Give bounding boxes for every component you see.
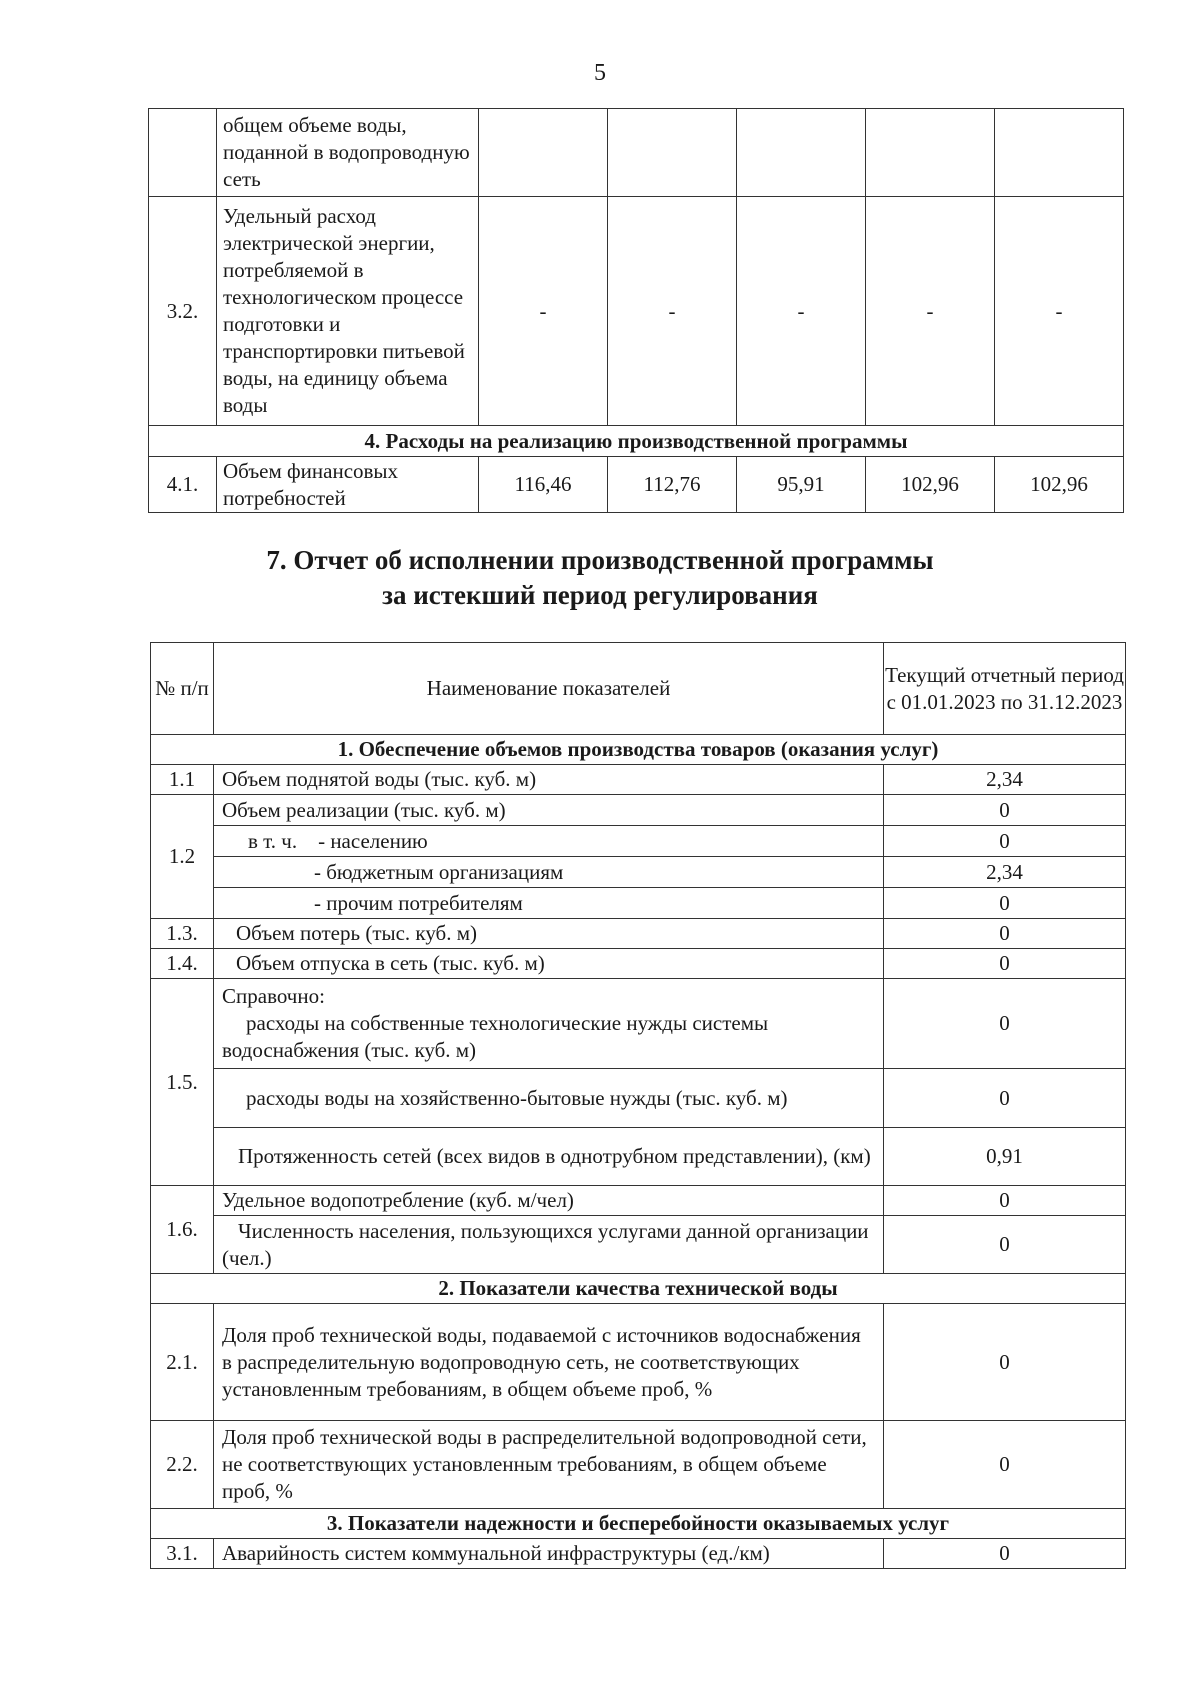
indicator-name: Доля проб технической воды, подаваемой с источников водоснабжения в распределительную водопроводную сеть, не соответствующих установленным требованиям, в общем объеме проб, %: [214, 1304, 884, 1421]
indicator-name: расходы на собственные технологические нужды системы водоснабжения (тыс. куб. м): [222, 1011, 769, 1062]
row-number: 1.5.: [151, 979, 214, 1186]
section-heading: 4. Расходы на реализацию производственной программы: [149, 426, 1124, 457]
section-title-line: за истекший период регулирования: [382, 580, 818, 610]
table-row: [151, 826, 1126, 857]
value-cell: [866, 109, 995, 197]
value-cell: 0: [884, 1186, 1126, 1216]
value-cell: 0: [884, 1069, 1126, 1128]
indicator-name: Объем реализации (тыс. куб. м): [214, 795, 884, 826]
header-number: № п/п: [151, 643, 214, 735]
row-number: 2.1.: [151, 1304, 214, 1421]
value-cell: 0: [884, 1216, 1126, 1274]
indicator-name: общем объеме воды, поданной в водопроводную сеть: [217, 109, 479, 197]
header-name: Наименование показателей: [214, 643, 884, 735]
table-row: [151, 857, 1126, 888]
row-number: 1.2: [151, 795, 214, 919]
value-cell: -: [866, 197, 995, 426]
value-cell: [479, 109, 608, 197]
indicator-name: Объем отпуска в сеть (тыс. куб. м): [214, 949, 884, 979]
value-cell: [737, 109, 866, 197]
row-number: [149, 109, 217, 197]
section-row: [151, 735, 1126, 765]
section-row: [149, 426, 1124, 457]
page-number: 5: [594, 60, 606, 86]
header-period: Текущий отчетный период с 01.01.2023 по 31.12.2023: [884, 643, 1126, 735]
table-row: [151, 919, 1126, 949]
table-row: [151, 765, 1126, 795]
value-cell: 2,34: [884, 857, 1126, 888]
table-row: [149, 197, 1124, 426]
indicator-name: Протяженность сетей (всех видов в однотрубном представлении), (км): [214, 1128, 884, 1186]
table-row: [149, 109, 1124, 197]
section-title-line: 7. Отчет об исполнении производственной программы: [266, 545, 934, 575]
value-cell: 0: [884, 826, 1126, 857]
indicator-name: Численность населения, пользующихся услугами данной организации (чел.): [214, 1216, 884, 1274]
row-number: 1.3.: [151, 919, 214, 949]
table-row: [151, 795, 1126, 826]
indicator-name: Аварийность систем коммунальной инфраструктуры (ед./км): [214, 1539, 884, 1569]
indicator-name: расходы воды на хозяйственно-бытовые нужды (тыс. куб. м): [214, 1069, 884, 1128]
indicator-name: - бюджетным организациям: [214, 857, 884, 888]
table-row: [151, 1216, 1126, 1274]
value-cell: 0: [884, 1421, 1126, 1509]
row-number: 3.2.: [149, 197, 217, 426]
value-cell: [995, 109, 1124, 197]
value-cell: -: [737, 197, 866, 426]
table-row: [151, 888, 1126, 919]
value-cell: 0: [884, 1304, 1126, 1421]
indicator-name: Объем финансовых потребностей: [217, 457, 479, 513]
continuation-table: [148, 108, 1124, 513]
table-row: [151, 1069, 1126, 1128]
value-cell: 102,96: [995, 457, 1124, 513]
section-row: [151, 1509, 1126, 1539]
value-cell: 0: [884, 979, 1126, 1069]
table-row: [151, 1421, 1126, 1509]
table-row: [151, 1128, 1126, 1186]
table-row: [151, 949, 1126, 979]
table-row: [151, 1539, 1126, 1569]
section-heading: 3. Показатели надежности и бесперебойности оказываемых услуг: [151, 1509, 1126, 1539]
value-cell: 0,91: [884, 1128, 1126, 1186]
indicator-name: Объем поднятой воды (тыс. куб. м): [214, 765, 884, 795]
value-cell: 0: [884, 795, 1126, 826]
value-cell: -: [479, 197, 608, 426]
row-number: 1.4.: [151, 949, 214, 979]
value-cell: 0: [884, 1539, 1126, 1569]
value-cell: 95,91: [737, 457, 866, 513]
value-cell: -: [608, 197, 737, 426]
row-number: 1.1: [151, 765, 214, 795]
table-row: [151, 979, 1126, 1069]
section-heading: 2. Показатели качества технической воды: [151, 1274, 1126, 1304]
table-row: [151, 1186, 1126, 1216]
table-row: [149, 457, 1124, 513]
value-cell: 116,46: [479, 457, 608, 513]
value-cell: [608, 109, 737, 197]
value-cell: 112,76: [608, 457, 737, 513]
value-cell: 0: [884, 949, 1126, 979]
section-title: [0, 543, 1200, 613]
row-number: 4.1.: [149, 457, 217, 513]
table-row: [151, 1304, 1126, 1421]
section-row: [151, 1274, 1126, 1304]
indicator-name: Доля проб технической воды в распределительной водопроводной сети, не соответствующих установленным требованиям, в общем объеме проб, %: [214, 1421, 884, 1509]
section-heading: 1. Обеспечение объемов производства товаров (оказания услуг): [151, 735, 1126, 765]
indicator-name: Удельное водопотребление (куб. м/чел): [214, 1186, 884, 1216]
row-number: 2.2.: [151, 1421, 214, 1509]
indicator-name: - прочим потребителям: [214, 888, 884, 919]
value-cell: -: [995, 197, 1124, 426]
indicator-cell: [214, 979, 884, 1069]
value-cell: 2,34: [884, 765, 1126, 795]
value-cell: 0: [884, 919, 1126, 949]
value-cell: 0: [884, 888, 1126, 919]
row-number: 3.1.: [151, 1539, 214, 1569]
header-row: [151, 643, 1126, 735]
row-number: 1.6.: [151, 1186, 214, 1274]
indicator-name: в т. ч. - населению: [214, 826, 884, 857]
indicator-name: Объем потерь (тыс. куб. м): [214, 919, 884, 949]
indicator-name: Удельный расход электрической энергии, потребляемой в технологическом процессе подготовки и транспортировки питьевой воды, на единицу объема воды: [217, 197, 479, 426]
value-cell: 102,96: [866, 457, 995, 513]
reference-label: Справочно:: [222, 984, 325, 1008]
report-table: [150, 642, 1126, 1569]
